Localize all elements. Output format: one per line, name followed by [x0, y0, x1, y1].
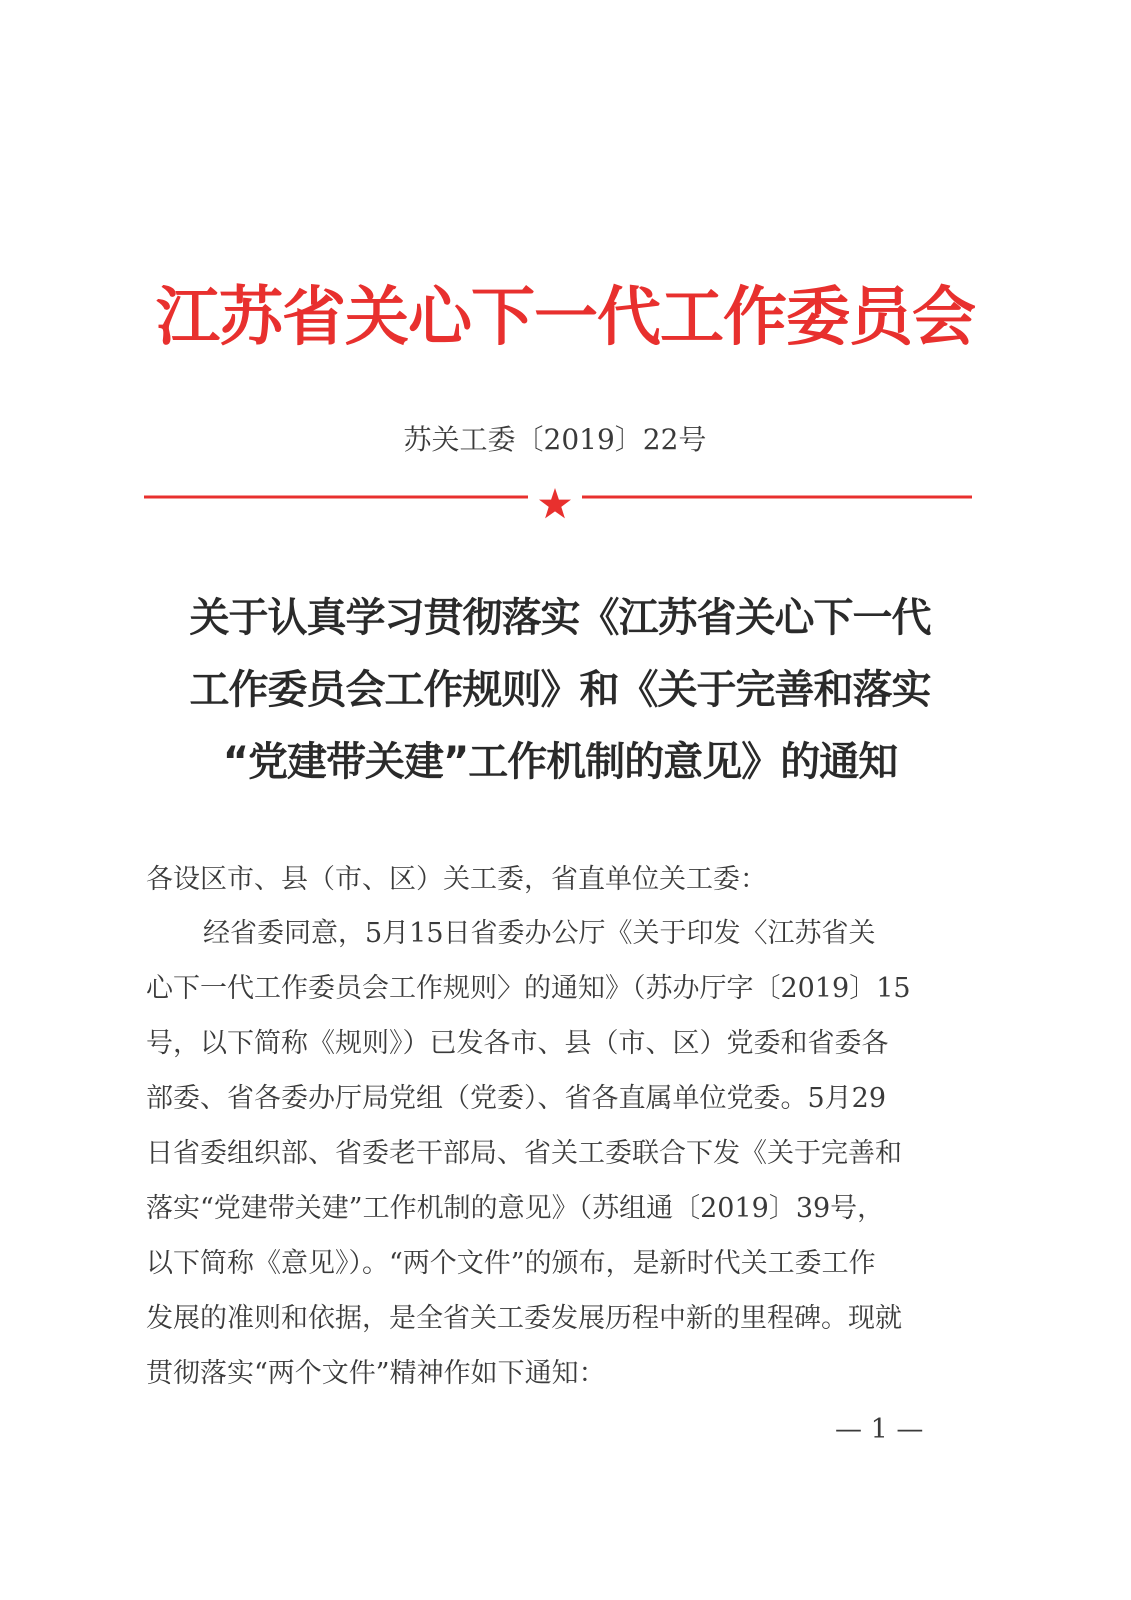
document-title-line: “党建带关建”工作机制的意见》的通知 [222, 739, 898, 785]
document-title-line: 关于认真学习贯彻落实《江苏省关心下一代 [189, 595, 931, 641]
red-divider-with-star [144, 488, 972, 520]
issuing-organization-title: 江苏省关心下一代工作委员会 [156, 281, 975, 355]
paragraph-line: 落实“党建带关建”工作机制的意见》（苏组通〔2019〕39号， [146, 1193, 885, 1224]
paragraph-line: 贯彻落实“两个文件”精神作如下通知： [146, 1358, 606, 1389]
document-title-line: 工作委员会工作规则》和《关于完善和落实 [189, 667, 931, 713]
paragraph-line: 发展的准则和依据，是全省关工委发展历程中新的里程碑。现就 [146, 1303, 902, 1334]
paragraph-line: 经省委同意，5月15日省委办公厅《关于印发〈江苏省关 [203, 918, 876, 949]
star-icon [539, 488, 571, 518]
document-title [140, 582, 980, 798]
paragraph-line: 以下简称《意见》）。“两个文件”的颁布，是新时代关工委工作 [146, 1248, 876, 1279]
paragraph-line: 部委、省各委办厅局党组（党委）、省各直属单位党委。5月29 [146, 1083, 887, 1114]
document-number: 苏关工委〔2019〕22号 [403, 423, 707, 456]
salutation: 各设区市、县（市、区）关工委，省直单位关工委： [146, 864, 767, 895]
page-number: — 1 — [835, 1414, 924, 1445]
paragraph-line: 号，以下简称《规则》）已发各市、县（市、区）党委和省委各 [146, 1028, 889, 1059]
paragraph-line: 日省委组织部、省委老干部局、省关工委联合下发《关于完善和 [146, 1138, 902, 1169]
paragraph-line: 心下一代工作委员会工作规则〉的通知》（苏办厅字〔2019〕15 [146, 973, 911, 1004]
